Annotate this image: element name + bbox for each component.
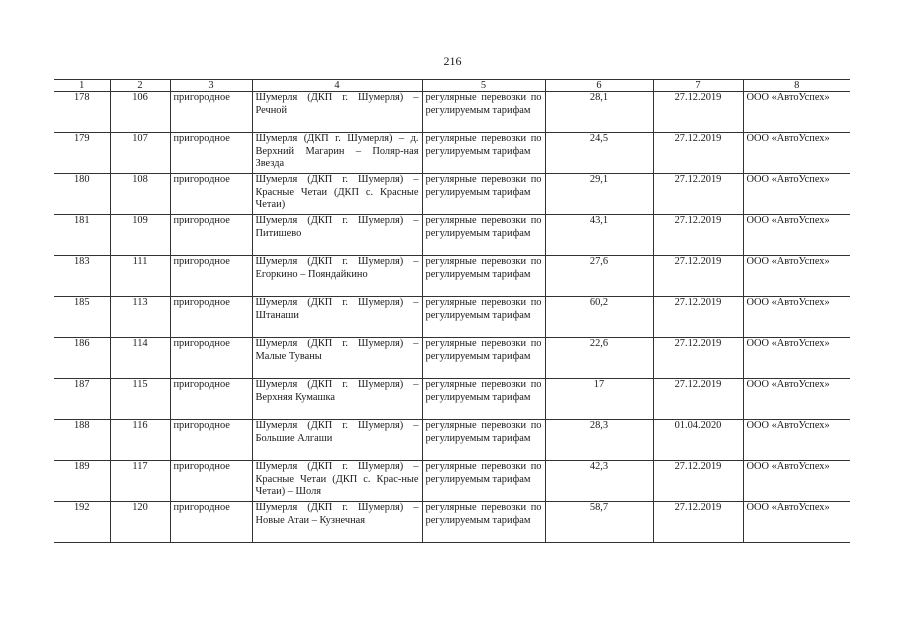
table-row <box>54 133 850 174</box>
start-date-cell: 27.12.2019 <box>653 502 743 543</box>
route-length-cell: 28,1 <box>545 92 653 133</box>
start-date-cell: 27.12.2019 <box>653 215 743 256</box>
route-number-cell: 115 <box>110 379 170 420</box>
route-number-cell: 106 <box>110 92 170 133</box>
route-length-cell: 22,6 <box>545 338 653 379</box>
route-path-cell: Шумерля (ДКП г. Шумерля) – Красные Четаи (ДКП с. Крас-ные Четаи) – Шоля <box>252 461 422 502</box>
route-path-cell: Шумерля (ДКП г. Шумерля) – Красные Четаи (ДКП с. Красные Четаи) <box>252 174 422 215</box>
route-path-cell: Шумерля (ДКП г. Шумерля) – Штанаши <box>252 297 422 338</box>
registration-number-cell: 188 <box>54 420 110 461</box>
route-length-cell: 43,1 <box>545 215 653 256</box>
transport-mode-cell: регулярные перевозки по регулируемым тарифам <box>422 379 545 420</box>
registration-number-cell: 187 <box>54 379 110 420</box>
route-path-cell: Шумерля (ДКП г. Шумерля) – Питишево <box>252 215 422 256</box>
transport-mode-cell: регулярные перевозки по регулируемым тарифам <box>422 174 545 215</box>
start-date-cell: 27.12.2019 <box>653 133 743 174</box>
route-type-cell: пригородное <box>170 133 252 174</box>
route-length-cell: 17 <box>545 379 653 420</box>
start-date-cell: 27.12.2019 <box>653 92 743 133</box>
table-row <box>54 256 850 297</box>
start-date-cell: 27.12.2019 <box>653 461 743 502</box>
start-date-cell: 27.12.2019 <box>653 256 743 297</box>
transport-mode-cell: регулярные перевозки по регулируемым тарифам <box>422 502 545 543</box>
route-length-cell: 60,2 <box>545 297 653 338</box>
table-row <box>54 92 850 133</box>
route-length-cell: 27,6 <box>545 256 653 297</box>
table-row <box>54 297 850 338</box>
route-length-cell: 24,5 <box>545 133 653 174</box>
route-type-cell: пригородное <box>170 92 252 133</box>
transport-mode-cell: регулярные перевозки по регулируемым тарифам <box>422 461 545 502</box>
header-cell: 6 <box>545 80 653 92</box>
header-cell: 8 <box>743 80 850 92</box>
route-type-cell: пригородное <box>170 379 252 420</box>
start-date-cell: 27.12.2019 <box>653 379 743 420</box>
route-number-cell: 111 <box>110 256 170 297</box>
registration-number-cell: 180 <box>54 174 110 215</box>
table-row <box>54 461 850 502</box>
transport-mode-cell: регулярные перевозки по регулируемым тарифам <box>422 256 545 297</box>
route-type-cell: пригородное <box>170 338 252 379</box>
route-path-cell: Шумерля (ДКП г. Шумерля) – Малые Туваны <box>252 338 422 379</box>
carrier-cell: ООО «АвтоУспех» <box>743 92 850 133</box>
transport-mode-cell: регулярные перевозки по регулируемым тарифам <box>422 215 545 256</box>
transport-mode-cell: регулярные перевозки по регулируемым тарифам <box>422 92 545 133</box>
route-path-cell: Шумерля (ДКП г. Шумерля) – Большие Алгаши <box>252 420 422 461</box>
carrier-cell: ООО «АвтоУспех» <box>743 420 850 461</box>
route-type-cell: пригородное <box>170 256 252 297</box>
route-type-cell: пригородное <box>170 461 252 502</box>
route-path-cell: Шумерля (ДКП г. Шумерля) – Новые Атаи – Кузнечная <box>252 502 422 543</box>
route-length-cell: 29,1 <box>545 174 653 215</box>
route-number-cell: 107 <box>110 133 170 174</box>
carrier-cell: ООО «АвтоУспех» <box>743 215 850 256</box>
route-type-cell: пригородное <box>170 420 252 461</box>
page-number: 216 <box>443 54 462 68</box>
transport-mode-cell: регулярные перевозки по регулируемым тарифам <box>422 420 545 461</box>
carrier-cell: ООО «АвтоУспех» <box>743 461 850 502</box>
routes-table <box>54 79 850 543</box>
route-length-cell: 42,3 <box>545 461 653 502</box>
start-date-cell: 27.12.2019 <box>653 297 743 338</box>
route-number-cell: 117 <box>110 461 170 502</box>
route-number-cell: 108 <box>110 174 170 215</box>
header-cell: 5 <box>422 80 545 92</box>
carrier-cell: ООО «АвтоУспех» <box>743 379 850 420</box>
transport-mode-cell: регулярные перевозки по регулируемым тарифам <box>422 338 545 379</box>
route-path-cell: Шумерля (ДКП г. Шумерля) – Речной <box>252 92 422 133</box>
registration-number-cell: 179 <box>54 133 110 174</box>
table-row <box>54 338 850 379</box>
carrier-cell: ООО «АвтоУспех» <box>743 133 850 174</box>
header-cell: 1 <box>54 80 110 92</box>
registration-number-cell: 185 <box>54 297 110 338</box>
route-type-cell: пригородное <box>170 174 252 215</box>
table-row <box>54 379 850 420</box>
registration-number-cell: 192 <box>54 502 110 543</box>
route-length-cell: 28,3 <box>545 420 653 461</box>
header-cell: 2 <box>110 80 170 92</box>
table-body <box>54 92 850 543</box>
carrier-cell: ООО «АвтоУспех» <box>743 174 850 215</box>
registration-number-cell: 186 <box>54 338 110 379</box>
route-path-cell: Шумерля (ДКП г. Шумерля) – д. Верхний Магарин – Поляр-ная Звезда <box>252 133 422 174</box>
header-cell: 3 <box>170 80 252 92</box>
start-date-cell: 27.12.2019 <box>653 338 743 379</box>
route-type-cell: пригородное <box>170 502 252 543</box>
route-number-cell: 116 <box>110 420 170 461</box>
carrier-cell: ООО «АвтоУспех» <box>743 338 850 379</box>
registration-number-cell: 183 <box>54 256 110 297</box>
carrier-cell: ООО «АвтоУспех» <box>743 502 850 543</box>
registration-number-cell: 178 <box>54 92 110 133</box>
route-length-cell: 58,7 <box>545 502 653 543</box>
table-row <box>54 174 850 215</box>
start-date-cell: 01.04.2020 <box>653 420 743 461</box>
route-type-cell: пригородное <box>170 297 252 338</box>
registration-number-cell: 189 <box>54 461 110 502</box>
route-path-cell: Шумерля (ДКП г. Шумерля) – Верхняя Кумашка <box>252 379 422 420</box>
route-number-cell: 120 <box>110 502 170 543</box>
route-number-cell: 113 <box>110 297 170 338</box>
carrier-cell: ООО «АвтоУспех» <box>743 297 850 338</box>
table-row <box>54 502 850 543</box>
table-header <box>54 80 850 92</box>
registration-number-cell: 181 <box>54 215 110 256</box>
route-path-cell: Шумерля (ДКП г. Шумерля) – Егоркино – Пояндайкино <box>252 256 422 297</box>
route-number-cell: 109 <box>110 215 170 256</box>
start-date-cell: 27.12.2019 <box>653 174 743 215</box>
transport-mode-cell: регулярные перевозки по регулируемым тарифам <box>422 133 545 174</box>
route-type-cell: пригородное <box>170 215 252 256</box>
carrier-cell: ООО «АвтоУспех» <box>743 256 850 297</box>
transport-mode-cell: регулярные перевозки по регулируемым тарифам <box>422 297 545 338</box>
table-row <box>54 215 850 256</box>
header-row <box>54 80 850 92</box>
route-number-cell: 114 <box>110 338 170 379</box>
header-cell: 7 <box>653 80 743 92</box>
table-row <box>54 420 850 461</box>
header-cell: 4 <box>252 80 422 92</box>
